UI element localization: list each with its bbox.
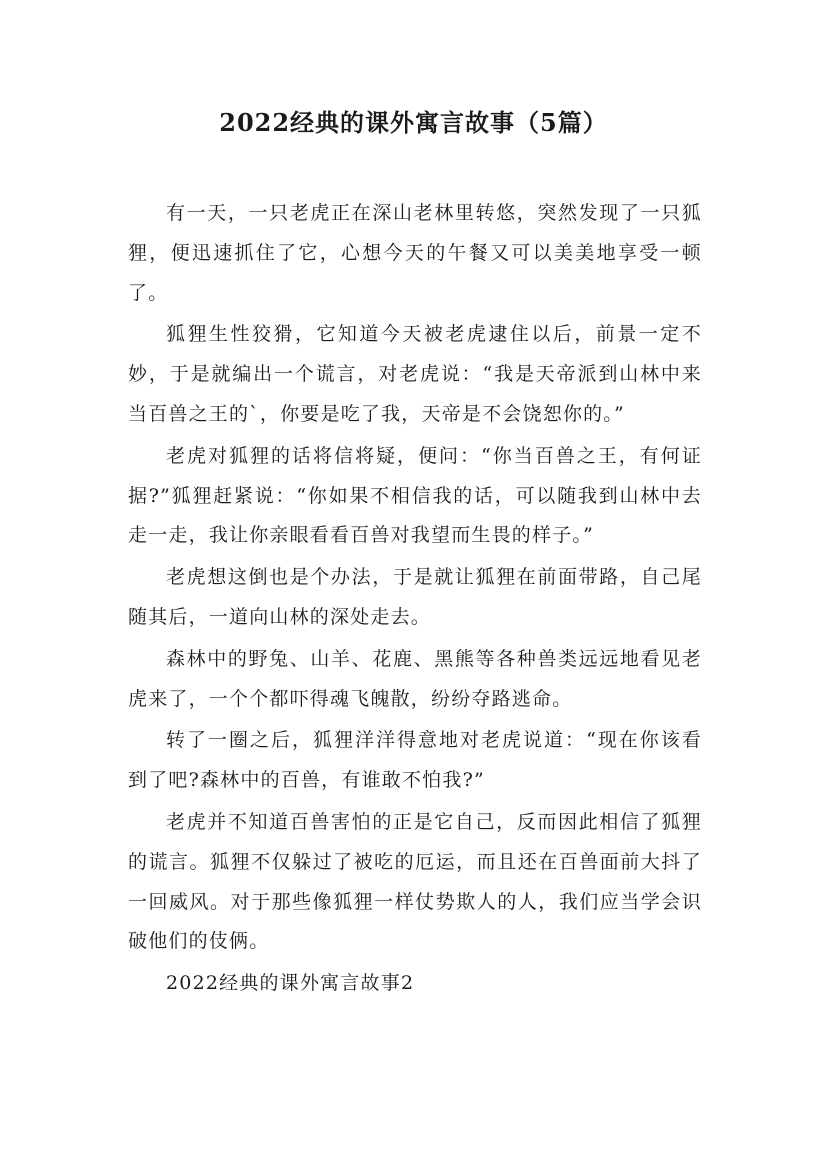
paragraph: 老虎并不知道百兽害怕的正是它自己，反而因此相信了狐狸的谎言。狐狸不仅躲过了被吃的厄运，而且还在百兽面前大抖了一回威风。对于那些像狐狸一样仗势欺人的人，我们应当学会识破他们的伎俩。 — [128, 810, 702, 953]
paragraph: 狐狸生性狡猾，它知道今天被老虎逮住以后，前景一定不妙，于是就编出一个谎言，对老虎说：“我是天帝派到山林中来当百兽之王的`，你要是吃了我，天帝是不会饶恕你的。” — [128, 323, 702, 425]
paragraph: 转了一圈之后，狐狸洋洋得意地对老虎说道：“现在你该看到了吧?森林中的百兽，有谁敢不怕我?” — [128, 729, 702, 792]
paragraph: 老虎想这倒也是个办法，于是就让狐狸在前面带路，自己尾随其后，一道向山林的深处走去。 — [128, 566, 702, 628]
paragraph: 老虎对狐狸的话将信将疑，便问：“你当百兽之王，有何证据?”狐狸赶紧说：“你如果不相信我的话，可以随我到山林中去走一走，我让你亲眼看看百兽对我望而生畏的样子。” — [128, 444, 702, 547]
document-body — [128, 194, 702, 1004]
next-story-heading: 2022经典的课外寓言故事2 — [166, 972, 415, 995]
document-title: 2022经典的课外寓言故事（5篇） — [219, 108, 608, 137]
paragraph: 森林中的野兔、山羊、花鹿、黑熊等各种兽类远远地看见老虎来了，一个个都吓得魂飞魄散，纷纷夺路逃命。 — [128, 647, 702, 710]
paragraph: 有一天，一只老虎正在深山老林里转悠，突然发现了一只狐狸，便迅速抓住了它，心想今天的午餐又可以美美地享受一顿了。 — [128, 202, 702, 304]
